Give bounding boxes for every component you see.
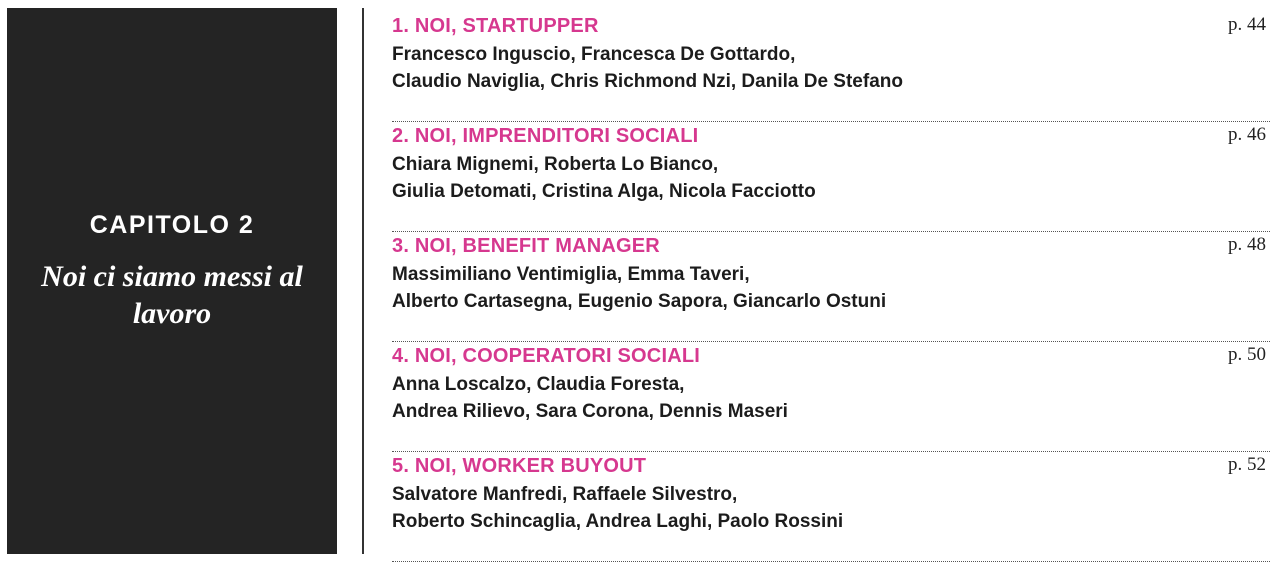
vertical-divider [362, 8, 364, 554]
entry-authors [392, 261, 886, 315]
authors-line: Salvatore Manfredi, Raffaele Silvestro, [392, 484, 738, 505]
authors-line: Chiara Mignemi, Roberta Lo Bianco, [392, 154, 719, 175]
authors-line: Francesco Inguscio, Francesca De Gottardo, [392, 44, 796, 65]
entry-authors [392, 481, 843, 535]
authors-line: Andrea Rilievo, Sara Corona, Dennis Maseri [392, 401, 788, 422]
entry-page-number: p. 52 [1228, 454, 1266, 475]
chapter-panel [7, 8, 337, 554]
toc-entry-benefit-manager [392, 232, 1270, 342]
table-of-contents [392, 12, 1270, 562]
authors-line: Giulia Detomati, Cristina Alga, Nicola Facciotto [392, 181, 816, 202]
authors-line: Anna Loscalzo, Claudia Foresta, [392, 374, 685, 395]
entry-page-number: p. 44 [1228, 14, 1266, 35]
toc-entry-imprenditori-sociali [392, 122, 1270, 232]
entry-authors [392, 41, 903, 95]
toc-entry-cooperatori-sociali [392, 342, 1270, 452]
authors-line: Roberto Schincaglia, Andrea Laghi, Paolo Rossini [392, 511, 844, 532]
entry-authors [392, 371, 788, 425]
authors-line: Claudio Naviglia, Chris Richmond Nzi, Danila De Stefano [392, 71, 903, 92]
authors-line: Massimiliano Ventimiglia, Emma Taveri, [392, 264, 750, 285]
toc-entry-worker-buyout [392, 452, 1270, 562]
authors-line: Alberto Cartasegna, Eugenio Sapora, Giancarlo Ostuni [392, 291, 887, 312]
entry-heading: 3. NOI, BENEFIT MANAGER [392, 235, 660, 257]
toc-entry-startupper [392, 12, 1270, 122]
chapter-label: CAPITOLO 2 [89, 210, 255, 239]
entry-heading: 2. NOI, IMPRENDITORI SOCIALI [392, 125, 699, 147]
entry-authors [392, 151, 816, 205]
entry-page-number: p. 46 [1228, 124, 1266, 145]
entry-heading: 1. NOI, STARTUPPER [392, 15, 599, 37]
entry-page-number: p. 50 [1228, 344, 1266, 365]
entry-heading: 5. NOI, WORKER BUYOUT [392, 455, 647, 477]
entry-page-number: p. 48 [1228, 234, 1266, 255]
chapter-title: Noi ci siamo messi al lavoro [41, 259, 303, 330]
entry-heading: 4. NOI, COOPERATORI SOCIALI [392, 345, 701, 367]
